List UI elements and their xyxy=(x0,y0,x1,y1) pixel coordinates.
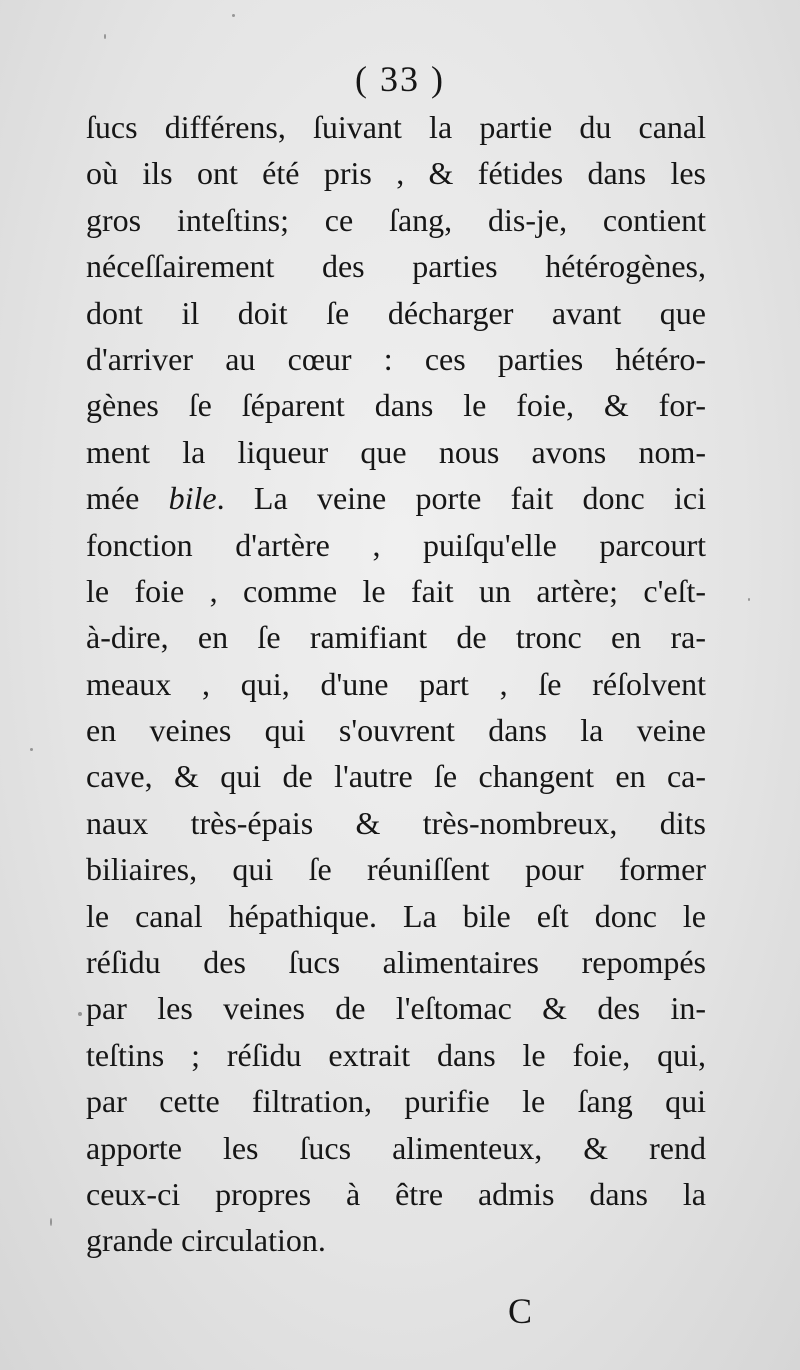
signature-mark: C xyxy=(507,1291,532,1331)
text-line: cave, & qui de l'autre ſe changent en ca- xyxy=(86,758,706,795)
text-line: d'arriver au cœur : ces parties hétéro- xyxy=(86,340,706,377)
text-fragment: . La veine porte fait donc ici xyxy=(216,480,707,517)
print-speck xyxy=(50,1218,52,1226)
page-number-header: ( 33 ) xyxy=(355,59,445,99)
text-line: en veines qui s'ouvrent dans la veine xyxy=(86,712,706,749)
print-speck xyxy=(30,748,33,751)
italic-word: bile xyxy=(168,480,217,517)
text-line: le foie , comme le fait un artère; c'eſt- xyxy=(86,572,706,609)
text-line: par les veines de l'eſtomac & des in- xyxy=(86,990,706,1027)
print-speck xyxy=(104,34,106,39)
text-line: grande circulation. xyxy=(86,1222,326,1259)
text-line: apporte les ſucs alimenteux, & rend xyxy=(86,1129,706,1166)
text-line: à-dire, en ſe ramifiant de tronc en ra- xyxy=(86,619,706,656)
text-line: biliaires, qui ſe réuniſſent pour former xyxy=(86,851,706,888)
text-line: gènes ſe ſéparent dans le foie, & for- xyxy=(86,387,706,424)
text-fragment: mée xyxy=(86,480,169,517)
text-line: ſucs différens, ſuivant la partie du canal xyxy=(86,109,706,145)
print-speck xyxy=(78,1012,82,1016)
text-line: réſidu des ſucs alimentaires repompés xyxy=(86,944,706,981)
text-line: fonction d'artère , puiſqu'elle parcourt xyxy=(86,526,706,563)
text-line: dont il doit ſe décharger avant que xyxy=(86,294,706,331)
text-line: teſtins ; réſidu extrait dans le foie, qui, xyxy=(86,1036,706,1073)
text-line: par cette filtration, purifie le ſang qui xyxy=(86,1083,706,1120)
text-line: naux très-épais & très-nombreux, dits xyxy=(86,804,706,841)
text-line: néceſſairement des parties hétérogènes, xyxy=(86,248,706,285)
text-line: meaux , qui, d'une part , ſe réſolvent xyxy=(86,665,706,702)
text-line: gros inteſtins; ce ſang, dis-je, contient xyxy=(86,201,706,238)
print-speck xyxy=(232,14,235,17)
text-line: ceux-ci propres à être admis dans la xyxy=(86,1175,706,1212)
text-line-with-italic xyxy=(86,475,706,521)
text-line: ment la liqueur que nous avons nom- xyxy=(86,433,706,470)
text-line: où ils ont été pris , & fétides dans les xyxy=(86,155,706,192)
print-speck xyxy=(748,598,750,601)
text-line: le canal hépathique. La bile eſt donc le xyxy=(86,897,706,934)
body-text xyxy=(86,104,706,1264)
